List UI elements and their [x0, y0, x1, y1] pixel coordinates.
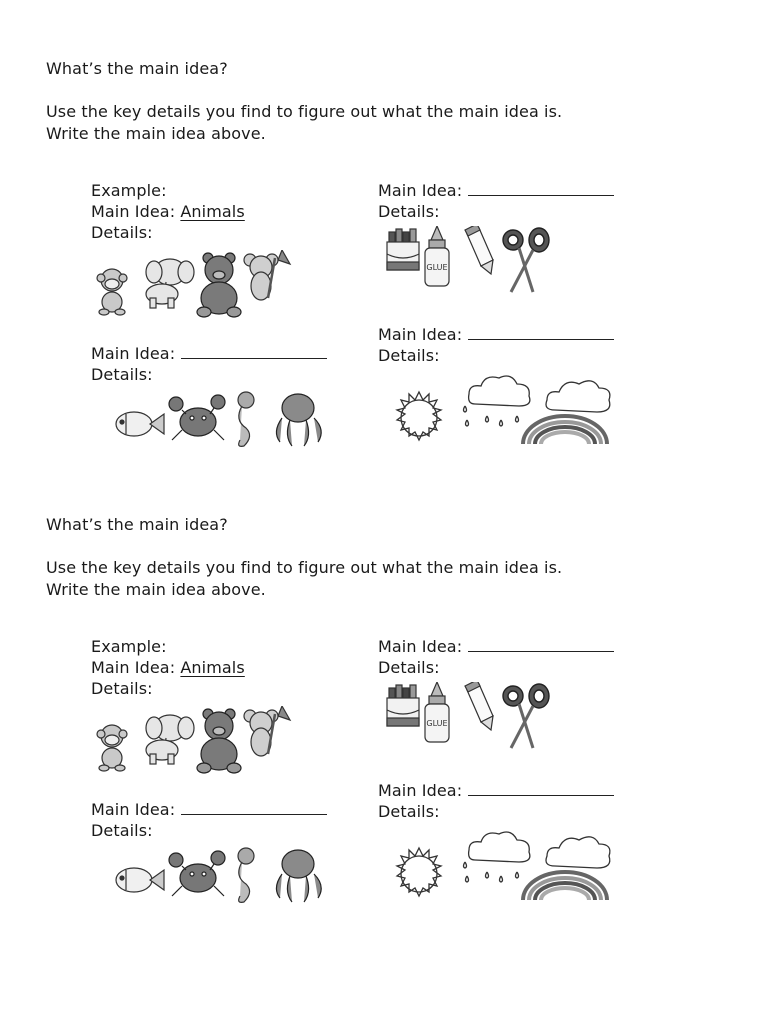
- supplies-pictures: [385, 226, 555, 298]
- sun-icon: [397, 848, 441, 896]
- instruction-line-1: Use the key details you find to figure out what the main idea is.: [46, 558, 563, 577]
- elephant-icon: [146, 715, 194, 764]
- weather-main-idea: [378, 324, 614, 346]
- scissors-icon: [503, 684, 549, 748]
- bear-icon: [197, 709, 241, 773]
- pencil-icon: [465, 226, 493, 274]
- cloud-icon: [546, 837, 610, 868]
- sea-main-idea: [91, 799, 327, 821]
- animals-pictures: [92, 250, 302, 320]
- main-idea-label: Main Idea:: [378, 637, 463, 656]
- supplies-main-idea: [378, 636, 614, 658]
- glue-icon: [425, 682, 449, 742]
- main-idea-label: Main Idea:: [91, 202, 176, 221]
- koala-icon: [244, 250, 290, 300]
- main-idea-label: Main Idea:: [91, 344, 176, 363]
- rainbow-icon: [523, 872, 607, 900]
- rainbow-icon: [523, 416, 607, 444]
- weather-pictures: [383, 826, 615, 902]
- bear-icon: [197, 253, 241, 317]
- main-idea-blank[interactable]: [468, 181, 614, 196]
- worksheet-2: [0, 456, 768, 912]
- fish-icon: [116, 412, 164, 436]
- example-answer: Animals: [180, 202, 245, 221]
- details-label: Details:: [378, 346, 440, 365]
- main-idea-blank[interactable]: [468, 637, 614, 652]
- supplies-pictures: [385, 682, 555, 754]
- instruction-line-1: Use the key details you find to figure out what the main idea is.: [46, 102, 563, 121]
- details-label: Details:: [378, 202, 440, 221]
- glue-label: GLUE: [426, 263, 448, 272]
- rain-cloud-icon: [464, 376, 530, 426]
- cloud-icon: [546, 381, 610, 412]
- koala-icon: [244, 706, 290, 756]
- animals-pictures: [92, 706, 302, 776]
- monkey-icon: [97, 725, 127, 771]
- supplies-main-idea: [378, 180, 614, 202]
- fish-icon: [116, 868, 164, 892]
- glue-icon: [425, 226, 449, 286]
- worksheet-1: [0, 0, 768, 456]
- seahorse-icon: [238, 848, 254, 902]
- details-label: Details:: [378, 658, 440, 677]
- crayons-icon: [387, 229, 419, 270]
- question-heading: What’s the main idea?: [46, 515, 228, 534]
- main-idea-label: Main Idea:: [378, 781, 463, 800]
- octopus-icon: [276, 394, 321, 446]
- details-label: Details:: [91, 821, 153, 840]
- main-idea-label: Main Idea:: [91, 658, 176, 677]
- example-label: Example:: [91, 637, 167, 656]
- pencil-icon: [465, 682, 493, 730]
- crab-icon: [169, 395, 225, 440]
- details-label: Details:: [91, 223, 153, 242]
- main-idea-label: Main Idea:: [378, 181, 463, 200]
- seahorse-icon: [238, 392, 254, 446]
- main-idea-label: Main Idea:: [91, 800, 176, 819]
- example-main-idea: [91, 657, 245, 679]
- octopus-icon: [276, 850, 321, 902]
- sun-icon: [397, 392, 441, 440]
- weather-main-idea: [378, 780, 614, 802]
- scissors-icon: [503, 228, 549, 292]
- rain-cloud-icon: [464, 832, 530, 882]
- main-idea-blank[interactable]: [181, 800, 327, 815]
- weather-pictures: [383, 370, 615, 446]
- example-answer: Animals: [180, 658, 245, 677]
- example-label: Example:: [91, 181, 167, 200]
- main-idea-label: Main Idea:: [378, 325, 463, 344]
- sea-pictures: [112, 388, 338, 450]
- main-idea-blank[interactable]: [468, 325, 614, 340]
- details-label: Details:: [91, 365, 153, 384]
- details-label: Details:: [91, 679, 153, 698]
- question-heading: What’s the main idea?: [46, 59, 228, 78]
- instruction-line-2: Write the main idea above.: [46, 124, 266, 143]
- sea-main-idea: [91, 343, 327, 365]
- details-label: Details:: [378, 802, 440, 821]
- main-idea-blank[interactable]: [181, 344, 327, 359]
- sea-pictures: [112, 844, 338, 906]
- crayons-icon: [387, 685, 419, 726]
- elephant-icon: [146, 259, 194, 308]
- monkey-icon: [97, 269, 127, 315]
- example-main-idea: [91, 201, 245, 223]
- main-idea-blank[interactable]: [468, 781, 614, 796]
- crab-icon: [169, 851, 225, 896]
- glue-label: GLUE: [426, 719, 448, 728]
- instruction-line-2: Write the main idea above.: [46, 580, 266, 599]
